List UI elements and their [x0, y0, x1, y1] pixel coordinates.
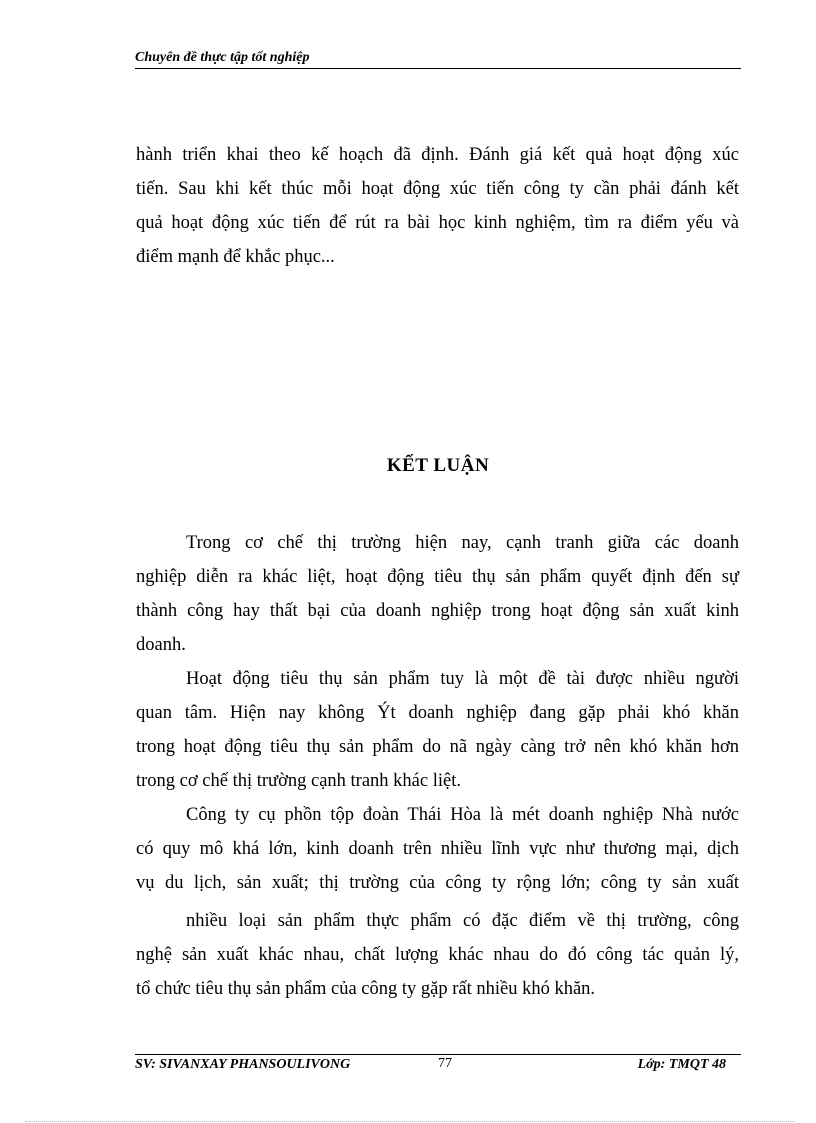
text-line: quả hoạt động xúc tiến để rút ra bài học kinh nghiệm, tìm ra điểm yếu và [136, 213, 739, 233]
text-line: hành triển khai theo kế hoạch đã định. Đánh giá kết quả hoạt động xúc [136, 145, 739, 165]
text-line: thành công hay thất bại của doanh nghiệp trong hoạt động sản xuất kinh [136, 601, 739, 621]
running-header: Chuyên đề thực tập tốt nghiệp [135, 49, 741, 69]
text-line: Trong cơ chế thị trường hiện nay, cạnh tranh giữa các doanh [186, 533, 739, 553]
text-line: nhiều loại sản phẩm thực phẩm có đặc điểm về thị trường, công [186, 911, 739, 931]
conclusion-paragraph-1 [136, 528, 739, 664]
page-number: 77 [438, 1056, 452, 1071]
text-line: tổ chức tiêu thụ sản phẩm của công ty gặp rất nhiều khó khăn. [136, 979, 596, 999]
text-line: Hoạt động tiêu thụ sản phẩm tuy là một đề tài được nhiều người [186, 669, 739, 689]
footer-divider [135, 1054, 741, 1055]
text-line: Công ty cụ phồn tộp đoàn Thái Hòa là mét doanh nghiệp Nhà nước [186, 805, 739, 825]
class-label: Lớp: TMQT 48 [637, 1057, 726, 1072]
text-line: vụ du lịch, sản xuất; thị trường của công ty rộng lớn; công ty sản xuất [136, 873, 739, 893]
text-line: trong cơ chế thị trường cạnh tranh khác liệt. [136, 771, 461, 791]
intro-paragraph [136, 140, 739, 276]
running-footer [135, 1057, 741, 1079]
student-name: SV: SIVANXAY PHANSOULIVONG [135, 1057, 351, 1072]
text-line: trong hoạt động tiêu thụ sản phẩm do nã ngày càng trở nên khó khăn hơn [136, 737, 739, 757]
text-line: tiến. Sau khi kết thúc mỗi hoạt động xúc tiến công ty cần phải đánh kết [136, 179, 739, 199]
text-line: nghệ sản xuất khác nhau, chất lượng khác nhau do đó công tác quản lý, [136, 945, 739, 965]
section-heading: KẾT LUẬN [386, 455, 490, 476]
conclusion-paragraph-2 [136, 664, 739, 800]
text-line: điểm mạnh để khắc phục... [136, 247, 335, 267]
text-line: doanh. [136, 635, 186, 655]
text-line: nghiệp diễn ra khác liệt, hoạt động tiêu thụ sản phẩm quyết định đến sự [136, 567, 739, 587]
page-boundary-divider [25, 1121, 795, 1122]
text-line: quan tâm. Hiện nay không Ýt doanh nghiệp đang gặp phải khó khăn [136, 703, 739, 723]
conclusion-paragraph-3 [136, 800, 739, 902]
text-line: có quy mô khá lớn, kinh doanh trên nhiều lĩnh vực như thương mại, dịch [136, 839, 739, 859]
conclusion-paragraph-4 [136, 906, 739, 1008]
